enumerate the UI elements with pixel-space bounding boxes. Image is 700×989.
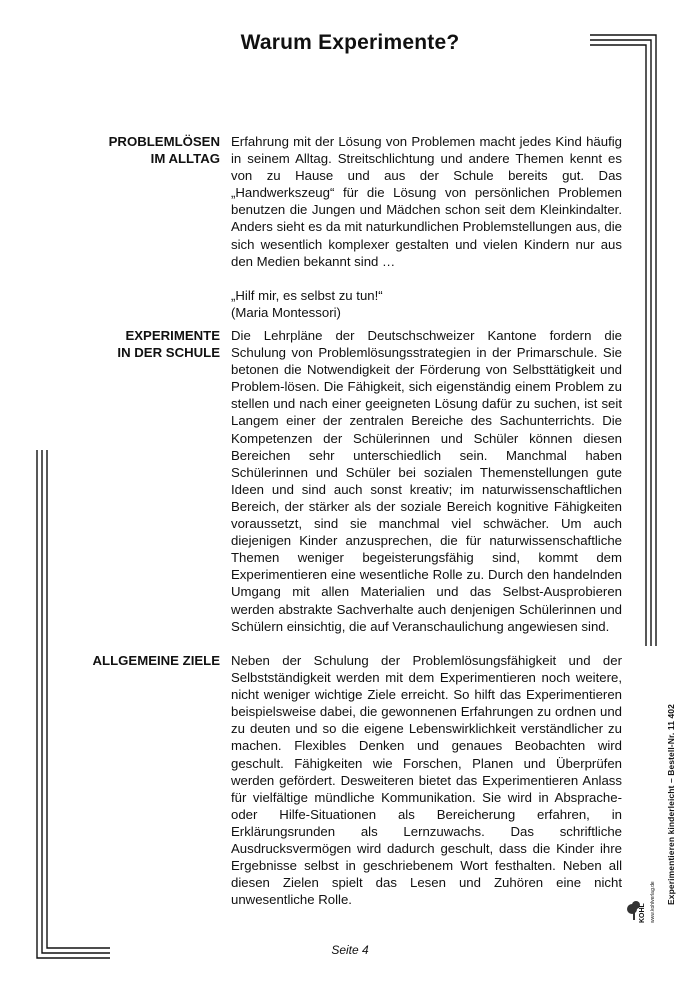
section-body: Die Lehrpläne der Deutschschweizer Kantone fordern die Schulung von Problemlösungsstrategien in der Primarschule. Sie betonen die Notwendigkeit der Förderung von Selbsttätigkeit und Problem-lösen. Die Fähigkeit, sich eigenständig einem Problem zu stellen und nach einer geeigneten Lösung dafür zu suchen, ist seit Langem einer der zentralen Bereiche des Sachunterrichts. Die Kompetenzen der Schülerinnen und Schüler können diesen Bereichen sehr unterschiedlich sein. Manchmal haben Schülerinnen und Schüler bei sozialen Themenstellungen gute Ideen und sind auch sonst kreativ; im naturwissenschaftlichen Bereich, der stärker als der soziale Bereich kognitive Fähigkeiten voraussetzt, sind sie manchmal viel schwächer. Um auch diejenigen Kinder anzusprechen, die für naturwissenschaftliche Themen weniger begeisterungsfähig sind, kommt dem Experimentieren eine wesentliche Rolle zu. Durch den handelnden Umgang mit allen Materialien und das Selbst-Ausprobieren werden abstrakte Sachverhalte auch denjenigen Schülerinnen und Schülern einsichtig, die auf Veranschaulichung angewiesen sind. (231, 328, 622, 634)
section-body (231, 133, 622, 321)
page-number: Seite 4 (331, 943, 369, 957)
section-label: EXPERIMENTE IN DER SCHULE (117, 328, 220, 360)
section-body: Neben der Schulung der Problemlösungsfähigkeit und der Selbstständigkeit werden mit dem Experimentieren noch weitere, nicht weniger wichtige Ziele erreicht. So hilft das Experimentieren beispielsweise dabei, die gewonnenen Erfahrungen zu ordnen und zu deuten und so die eigene Lebenswirklichkeit verständlicher zu machen. Flexibles Denken und genaues Beobachten wird geschult. Fähigkeiten wie Forschen, Planen und Überprüfen werden gefördert. Desweiteren bietet das Experimentieren Anlass für vielfältige mündliche Kommunikation. Sie wird in Absprache- oder Hilfe-Situationen als Bereicherung erfahren, in Erklärungsrunden als Lernzuwachs. Das schriftliche Ausdrucksvermögen wird dadurch geschult, dass die Kinder ihre Ergebnisse selbst in geschriebenem Wort festhalten. Neben all diesen Zielen spielt das Lesen und Zuhören eine nicht unwesentliche Rolle. (231, 653, 622, 908)
section-paragraph: Erfahrung mit der Lösung von Problemen macht jedes Kind häufig in seinem Alltag. Streitschlichtung und andere Themen kennt es von zu Hause und aus der Schule bereits gut. Das „Handwerkszeug“ für die Lösung von persönlichen Problemen benutzen die Jungen und Mädchen schon seit dem Kleinkindalter. Anders sieht es da mit naturkundlichen Problemstellungen aus, die sich wesentlich komplexer gestalten und vielen Kindern nur aus den Medien bekannt sind … (231, 134, 622, 269)
sidebar-order-number: Experimentieren kinderleicht – Bestell-Nr. 11 402 (666, 704, 676, 905)
svg-text:www.kohlverlag.de: www.kohlverlag.de (650, 881, 656, 923)
section-label: PROBLEMLÖSEN IM ALLTAG (108, 134, 220, 166)
quote-author: (Maria Montessori) (231, 304, 341, 320)
section-label: ALLGEMEINE ZIELE (92, 653, 220, 668)
quote-text: „Hilf mir, es selbst zu tun!“ (231, 287, 383, 303)
publisher-logo-icon (624, 865, 664, 925)
svg-text:KOHL: KOHL (639, 903, 646, 923)
page-title: Warum Experimente? (240, 31, 460, 54)
quote (231, 287, 622, 321)
